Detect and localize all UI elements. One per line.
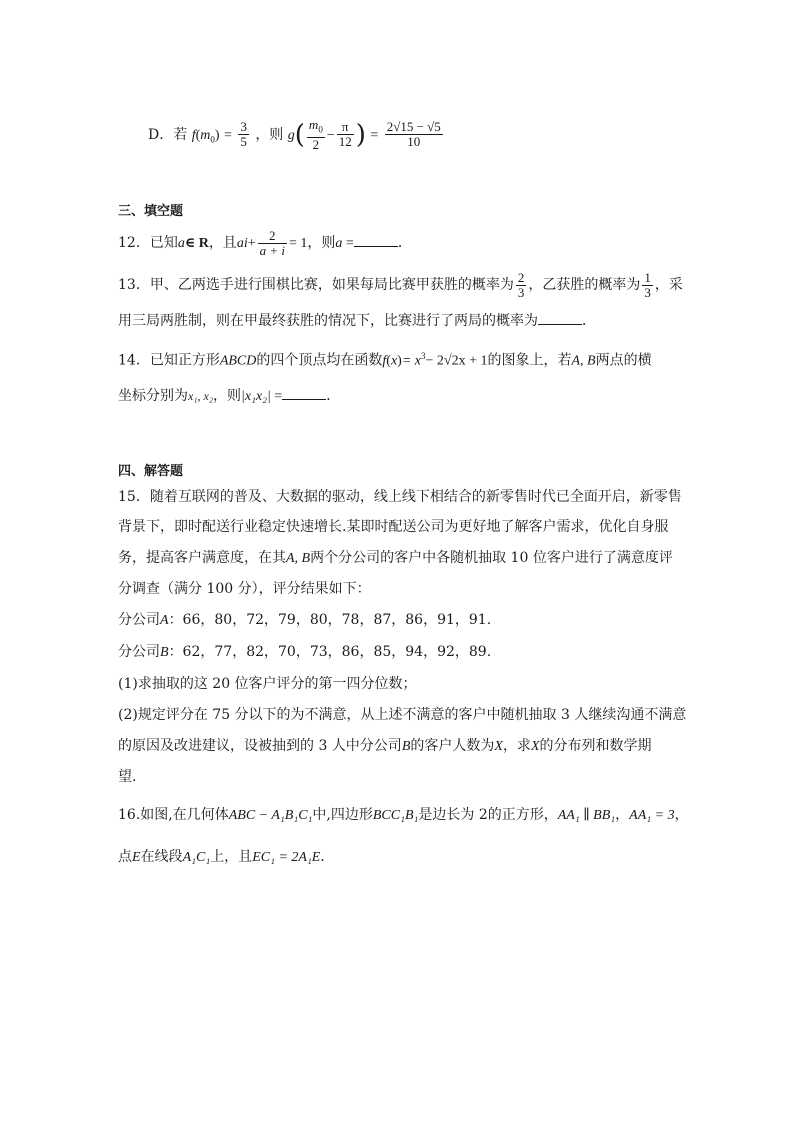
question-15-line-2: 背景下，即时配送行业稳定快速增长.某即时配送公司为更好地了解客户需求，优化自身服 — [118, 519, 669, 535]
question-14-line-1: 14．已知正方形ABCD的四个顶点均在函数$f(x)= x^3- 2√2x + 1$的图象上，若A, B两点的横 — [118, 351, 652, 369]
question-13-line-2: 用三局两胜制，则在甲最终获胜的情况下，比赛进行了两局的概率为 ． — [118, 313, 596, 329]
question-12: 12．已知a∈ R，且ai+ $\frac{2}{a + i}$ = 1，则a = ． — [118, 227, 412, 258]
question-15-part-2-line-1: (2)规定评分在 75 分以下的为不满意，从上述不满意的客户中随机抽取 3 人继续沟通不满意 — [118, 707, 687, 723]
question-13-line-1: 13．甲、乙两选手进行围棋比赛，如果每局比赛甲获胜的概率为 $\frac{2}{3}$ ，乙获胜的概率为 $\frac{1}{3}$ ，采 — [118, 269, 683, 300]
question-15-part-1: (1)求抽取的这 20 位客户评分的第一四分位数； — [118, 676, 417, 692]
option-d-label: D．若 — [148, 126, 188, 143]
fraction-three-fifths: $\frac{3}{5}$ — [240, 119, 247, 150]
question-15-part-2-line-2: 的原因及改进建议，设被抽到的 3 人中分公司B的客户人数为X，求X的分布列和数学期 — [118, 738, 652, 754]
answer-blank — [354, 234, 398, 247]
question-16-line-1: 16.如图,在几何体ABC − A₁B₁C₁中,四边形BCC₁B₁是边长为 2的正方形，AA₁ ∥ BB₁，AA₁ = 3， — [118, 807, 689, 823]
fraction-pi-over-12: $\frac{\pi}{12}$ — [338, 119, 352, 150]
section-heading-solutions: 四、解答题 — [118, 464, 184, 479]
option-d: D．若 $f(m_0)$ = $\frac{3}{5}$ ，则 g( $\frac{m_0}{2}$ − $\frac{\pi}{12}$ ) = $\frac{2√15 - √5}{10}$ — [148, 117, 441, 152]
question-15-scores-b: 分公司B：62，77，82，70，73，86，85，94，92，89. — [118, 644, 492, 660]
answer-blank — [538, 312, 582, 325]
question-15-line-3: 务，提高客户满意度，在其A, B两个分公司的客户中各随机抽取 10 位客户进行了满意度评 — [118, 550, 673, 566]
fraction-two-thirds: $\frac{2}{3}$ — [517, 269, 525, 300]
question-15-line-1: 15．随着互联网的普及、大数据的驱动，线上线下相结合的新零售时代已全面开启，新零售 — [118, 489, 682, 505]
answer-blank — [282, 387, 326, 400]
question-15-part-2-line-3: 望. — [118, 769, 137, 785]
question-15-line-4: 分调查（满分 100 分），评分结果如下： — [118, 581, 371, 597]
fraction-one-third: $\frac{1}{3}$ — [644, 269, 651, 300]
question-14-line-2: 坐标分别为x₁, x₂，则|x₁x₂| = ． — [118, 388, 341, 404]
question-15-scores-a: 分公司A：66，80，72，79，80，78，87，86，91，91. — [118, 612, 492, 628]
fraction-m0-over-2: $\frac{m_0}{2}$ — [308, 117, 323, 152]
fraction-2-over-a-plus-i: $\frac{2}{a + i}$ — [259, 227, 285, 258]
question-16-line-2: 点E在线段A₁C₁上，且EC₁ = 2A₁E． — [118, 849, 335, 865]
section-heading-fill-in: 三、填空题 — [118, 204, 184, 219]
fraction-rhs: $\frac{2√15 - √5}{10}$ — [386, 119, 441, 150]
